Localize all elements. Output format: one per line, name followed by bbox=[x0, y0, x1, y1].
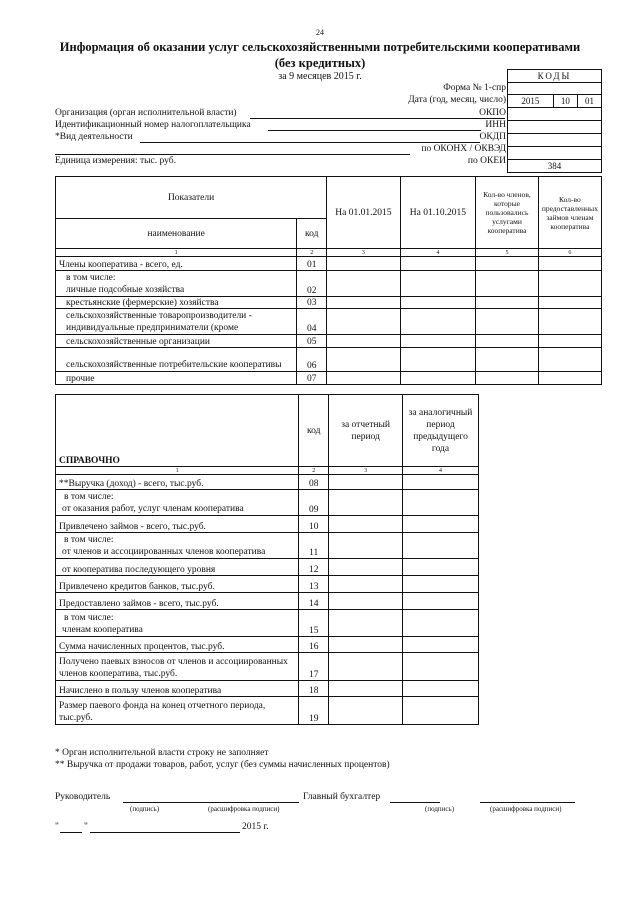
okonh-cell[interactable] bbox=[508, 147, 602, 160]
table-row bbox=[56, 372, 602, 385]
activity-field-line2[interactable] bbox=[55, 154, 410, 155]
value-cell[interactable] bbox=[329, 490, 403, 516]
row-name: **Выручка (доход) - всего, тыс.руб. bbox=[56, 475, 299, 490]
col-num: 2 bbox=[299, 467, 329, 475]
form-title: Информация об оказании услуг сельскохозяйственными потребительскими кооперативами bbox=[59, 40, 581, 54]
value-cell[interactable] bbox=[403, 475, 479, 490]
indicators-header: Показатели bbox=[56, 177, 327, 219]
value-cell[interactable] bbox=[329, 559, 403, 576]
date-year: 2015 г. bbox=[242, 822, 269, 832]
row-name: от оказания работ, услуг членам кооператива bbox=[62, 504, 244, 514]
row-code: 05 bbox=[297, 335, 327, 348]
okdp-cell[interactable] bbox=[508, 134, 602, 147]
codes-header: КОДЫ bbox=[508, 70, 602, 83]
row-subheading: в том числе: bbox=[64, 535, 114, 545]
row-code: 18 bbox=[299, 681, 329, 697]
value-cell[interactable] bbox=[476, 335, 539, 348]
row-code: 14 bbox=[299, 593, 329, 610]
row-name: сельскохозяйственные потребительские кооперативы bbox=[56, 348, 297, 372]
value-cell[interactable] bbox=[329, 593, 403, 610]
row-code: 01 bbox=[297, 257, 327, 271]
value-cell[interactable] bbox=[329, 533, 403, 559]
value-cell[interactable] bbox=[400, 257, 475, 271]
col-num: 1 bbox=[56, 249, 297, 257]
value-cell[interactable] bbox=[403, 593, 479, 610]
row-name: Размер паевого фонда на конец отчетного периода, тыс.руб. bbox=[56, 697, 299, 725]
table-row bbox=[56, 681, 479, 697]
value-cell[interactable] bbox=[476, 309, 539, 335]
table-row bbox=[56, 309, 602, 335]
value-cell[interactable] bbox=[329, 576, 403, 593]
value-cell[interactable] bbox=[476, 297, 539, 309]
value-cell[interactable] bbox=[403, 653, 479, 681]
col-previous-header: за аналогичный период предыдущего года bbox=[403, 395, 479, 467]
row-name: Члены кооператива - всего, ед. bbox=[56, 257, 297, 271]
col-date1-header: На 01.01.2015 bbox=[327, 177, 401, 249]
value-cell[interactable] bbox=[329, 653, 403, 681]
value-cell[interactable] bbox=[400, 372, 475, 385]
row-code: 11 bbox=[299, 533, 329, 559]
table-row bbox=[56, 335, 602, 348]
value-cell[interactable] bbox=[400, 271, 475, 297]
row-name: Привлечено кредитов банков, тыс.руб. bbox=[56, 576, 299, 593]
activity-label: *Вид деятельности bbox=[55, 132, 133, 142]
okpo-label: ОКПО bbox=[479, 108, 506, 118]
report-period: за 9 месяцев 2015 г. bbox=[278, 71, 362, 82]
row-name: Привлечено займов - всего, тыс.руб. bbox=[56, 516, 299, 533]
unit-label: Единица измерения: тыс. руб. bbox=[55, 156, 176, 166]
value-cell[interactable] bbox=[538, 372, 601, 385]
row-name: Предоставлено займов - всего, тыс.руб. bbox=[56, 593, 299, 610]
form-code-cell[interactable] bbox=[508, 83, 602, 95]
row-subheading: в том числе: bbox=[64, 492, 114, 502]
row-name: от членов и ассоциированных членов кооператива bbox=[62, 547, 266, 557]
organization-label: Организация (орган исполнительной власти) bbox=[55, 108, 237, 118]
date-label: Дата (год, месяц, число) bbox=[408, 95, 506, 105]
row-name: членам кооператива bbox=[62, 625, 143, 635]
date-day-field[interactable] bbox=[60, 832, 82, 833]
value-cell[interactable] bbox=[327, 372, 401, 385]
head-signature-field[interactable] bbox=[123, 802, 299, 803]
name-header: наименование bbox=[56, 219, 297, 249]
value-cell[interactable] bbox=[327, 348, 401, 372]
head-signature-caption: (подпись) bbox=[130, 805, 160, 813]
table-row bbox=[56, 559, 479, 576]
row-code: 04 bbox=[297, 309, 327, 335]
value-cell[interactable] bbox=[403, 681, 479, 697]
table-row bbox=[56, 475, 479, 490]
date-open-quote: " bbox=[55, 822, 59, 832]
date-close-quote: " bbox=[84, 822, 88, 832]
row-code: 03 bbox=[297, 297, 327, 309]
value-cell[interactable] bbox=[476, 257, 539, 271]
value-cell[interactable] bbox=[538, 335, 601, 348]
head-label: Руководитель bbox=[55, 792, 111, 802]
month-cell[interactable]: 10 bbox=[553, 95, 577, 108]
row-code: 13 bbox=[299, 576, 329, 593]
row-subheading: в том числе: bbox=[66, 273, 116, 283]
accountant-decoding-caption: (расшифровка подписи) bbox=[490, 805, 562, 813]
value-cell[interactable] bbox=[403, 490, 479, 516]
value-cell[interactable] bbox=[403, 533, 479, 559]
accountant-signature-caption: (подпись) bbox=[425, 805, 455, 813]
row-code: 06 bbox=[297, 348, 327, 372]
value-cell[interactable] bbox=[329, 475, 403, 490]
value-cell[interactable] bbox=[538, 348, 601, 372]
col-num: 2 bbox=[297, 249, 327, 257]
form-subtitle: (без кредитных) bbox=[274, 56, 366, 70]
taxpayer-id-field[interactable] bbox=[268, 130, 481, 131]
value-cell[interactable] bbox=[403, 637, 479, 653]
col-num: 5 bbox=[476, 249, 539, 257]
okpo-cell[interactable] bbox=[508, 108, 602, 121]
col-num: 4 bbox=[400, 249, 475, 257]
row-name: от кооператива последующего уровня bbox=[56, 559, 299, 576]
footnote-1: * Орган исполнительной власти строку не заполняет bbox=[55, 748, 269, 758]
value-cell[interactable] bbox=[329, 610, 403, 637]
accountant-signature-field[interactable] bbox=[390, 802, 440, 803]
inn-label: ИНН bbox=[485, 120, 506, 130]
value-cell[interactable] bbox=[400, 297, 475, 309]
activity-field[interactable] bbox=[140, 142, 480, 143]
reference-section-title: СПРАВОЧНО bbox=[56, 395, 299, 467]
row-name: Сумма начисленных процентов, тыс.руб. bbox=[56, 637, 299, 653]
value-cell[interactable] bbox=[327, 309, 401, 335]
table-row bbox=[56, 576, 479, 593]
value-cell[interactable] bbox=[327, 257, 401, 271]
row-name bbox=[56, 610, 299, 637]
col-members-header: Кол-во членов, которые пользовались услугами кооператива bbox=[476, 177, 539, 249]
table-row bbox=[56, 533, 479, 559]
members-table bbox=[55, 176, 602, 385]
value-cell[interactable] bbox=[329, 516, 403, 533]
value-cell[interactable] bbox=[329, 637, 403, 653]
value-cell[interactable] bbox=[403, 559, 479, 576]
value-cell[interactable] bbox=[400, 335, 475, 348]
okei-label: по ОКЕИ bbox=[467, 156, 506, 166]
row-name: Начислено в пользу членов кооператива bbox=[56, 681, 299, 697]
row-name: сельскохозяйственные организации bbox=[56, 335, 297, 348]
value-cell[interactable] bbox=[329, 697, 403, 725]
row-name: прочие bbox=[56, 372, 297, 385]
value-cell[interactable] bbox=[538, 257, 601, 271]
value-cell[interactable] bbox=[538, 309, 601, 335]
col-num: 3 bbox=[327, 249, 401, 257]
row-code: 19 bbox=[299, 697, 329, 725]
value-cell[interactable] bbox=[327, 335, 401, 348]
value-cell[interactable] bbox=[327, 271, 401, 297]
value-cell[interactable] bbox=[403, 610, 479, 637]
value-cell[interactable] bbox=[400, 348, 475, 372]
value-cell[interactable] bbox=[538, 271, 601, 297]
table-row bbox=[56, 697, 479, 725]
table-row bbox=[56, 490, 479, 516]
table-row bbox=[56, 271, 602, 297]
inn-cell[interactable] bbox=[508, 121, 602, 134]
code-header: код bbox=[297, 219, 327, 249]
organization-field[interactable] bbox=[250, 118, 505, 119]
table-row bbox=[56, 297, 602, 309]
value-cell[interactable] bbox=[476, 372, 539, 385]
day-cell[interactable]: 01 bbox=[577, 95, 601, 108]
date-month-field[interactable] bbox=[90, 832, 240, 833]
row-code: 15 bbox=[299, 610, 329, 637]
table-row bbox=[56, 610, 479, 637]
row-name: личные подсобные хозяйства bbox=[66, 285, 185, 295]
value-cell[interactable] bbox=[476, 348, 539, 372]
col-num: 3 bbox=[329, 467, 403, 475]
page-number: 24 bbox=[316, 28, 324, 37]
col-num: 1 bbox=[56, 467, 299, 475]
row-name: Получено паевых взносов от членов и ассоциированных членов кооператива, тыс.руб. bbox=[56, 653, 299, 681]
value-cell[interactable] bbox=[403, 697, 479, 725]
accountant-decoding-field[interactable] bbox=[480, 802, 575, 803]
value-cell[interactable] bbox=[538, 297, 601, 309]
row-code: 16 bbox=[299, 637, 329, 653]
row-code: 12 bbox=[299, 559, 329, 576]
codes-box bbox=[507, 69, 602, 173]
value-cell[interactable] bbox=[327, 297, 401, 309]
table-row bbox=[56, 653, 479, 681]
table-row bbox=[56, 257, 602, 271]
taxpayer-id-label: Идентификационный номер налогоплательщика bbox=[55, 120, 251, 130]
row-subheading: в том числе: bbox=[64, 613, 114, 623]
row-name: сельскохозяйственные товаропроизводители - индивидуальные предприниматели (кроме bbox=[56, 309, 297, 335]
chief-accountant-label: Главный бухгалтер bbox=[303, 792, 381, 802]
row-code: 17 bbox=[299, 653, 329, 681]
head-decoding-caption: (расшифровка подписи) bbox=[208, 805, 280, 813]
row-code: 09 bbox=[299, 490, 329, 516]
row-code: 02 bbox=[297, 271, 327, 297]
value-cell[interactable] bbox=[329, 681, 403, 697]
value-cell[interactable] bbox=[476, 271, 539, 297]
table-row bbox=[56, 593, 479, 610]
col-date2-header: На 01.10.2015 bbox=[400, 177, 475, 249]
year-cell[interactable]: 2015 bbox=[508, 95, 554, 108]
okei-cell: 384 bbox=[508, 160, 602, 173]
col-loans-header: Кол-во предоставленных займов членам кооператива bbox=[538, 177, 601, 249]
row-code: 08 bbox=[299, 475, 329, 490]
table-row bbox=[56, 348, 602, 372]
reference-table bbox=[55, 394, 479, 725]
row-code: 10 bbox=[299, 516, 329, 533]
row-name bbox=[56, 271, 297, 297]
col-current-header: за отчетный период bbox=[329, 395, 403, 467]
row-name bbox=[56, 533, 299, 559]
footnote-2: ** Выручка от продажи товаров, работ, услуг (без суммы начисленных процентов) bbox=[55, 760, 390, 770]
row-name bbox=[56, 490, 299, 516]
row-code: 07 bbox=[297, 372, 327, 385]
col-num: 6 bbox=[538, 249, 601, 257]
table-row bbox=[56, 516, 479, 533]
okonh-label: по ОКОНХ / ОКВЭД bbox=[421, 144, 506, 154]
table-row bbox=[56, 637, 479, 653]
row-name: крестьянские (фермерские) хозяйства bbox=[56, 297, 297, 309]
col-num: 4 bbox=[403, 467, 479, 475]
value-cell[interactable] bbox=[400, 309, 475, 335]
value-cell[interactable] bbox=[403, 576, 479, 593]
code-header: код bbox=[299, 395, 329, 467]
value-cell[interactable] bbox=[403, 516, 479, 533]
form-number-label: Форма № 1-спр bbox=[443, 83, 506, 93]
okdp-label: ОКДП bbox=[479, 132, 506, 142]
